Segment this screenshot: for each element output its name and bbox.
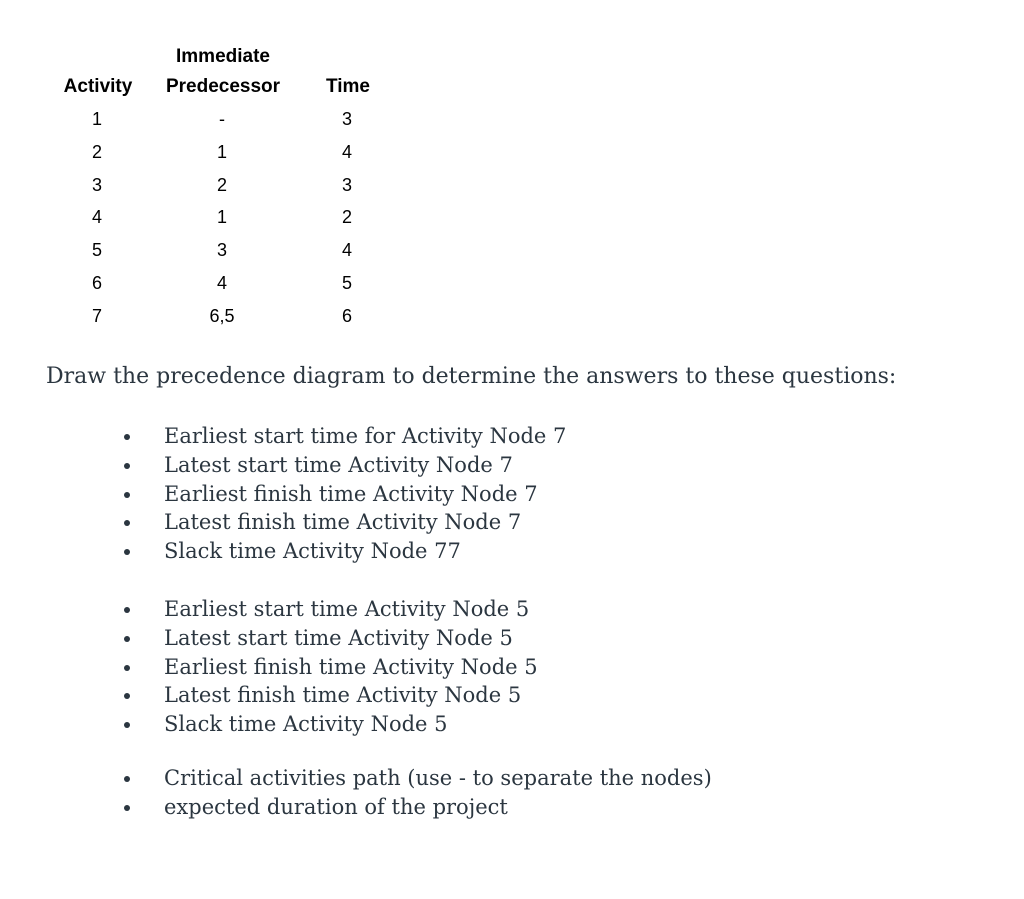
bullet-icon <box>124 463 130 469</box>
bullet-icon <box>124 607 130 613</box>
bullet-icon <box>124 492 130 498</box>
cell-activity: 6 <box>91 273 102 293</box>
bullet-icon <box>124 665 130 671</box>
cell-predecessor: 4 <box>216 273 227 293</box>
cell-time: 4 <box>341 141 352 162</box>
cell-predecessor: 2 <box>216 174 227 195</box>
cell-activity: 2 <box>91 141 102 162</box>
question-text: Earliest finish time Activity Node 5 <box>164 654 538 679</box>
intro-text: Draw the precedence diagram to determine the answers to these questions: <box>46 364 897 389</box>
cell-time: 6 <box>341 305 352 326</box>
question-text: expected duration of the project <box>164 794 508 819</box>
question-text: Slack time Activity Node 77 <box>164 539 461 564</box>
activity-table <box>0 0 420 340</box>
bullet-icon <box>124 805 130 811</box>
bullet-icon <box>124 636 130 642</box>
question-text: Slack time Activity Node 5 <box>164 712 448 737</box>
cell-time: 3 <box>341 174 352 195</box>
question-text: Latest start time Activity Node 5 <box>164 625 513 650</box>
question-text: Earliest start time for Activity Node 7 <box>164 424 567 448</box>
cell-activity: 7 <box>91 305 102 326</box>
cell-predecessor: 3 <box>216 240 227 261</box>
bullet-icon <box>124 693 130 699</box>
header-predecessor-line2: Predecessor <box>165 76 281 97</box>
cell-predecessor: 1 <box>216 141 227 162</box>
cell-activity: 1 <box>91 109 102 129</box>
question-text: Earliest finish time Activity Node 7 <box>164 481 538 506</box>
cell-time: 2 <box>341 207 352 228</box>
cell-time: 3 <box>341 109 352 129</box>
bullet-icon <box>124 722 130 728</box>
cell-activity: 4 <box>91 207 102 228</box>
header-predecessor-line1: Immediate <box>176 46 270 67</box>
question-text: Latest finish time Activity Node 7 <box>164 510 522 535</box>
header-activity: Activity <box>63 76 133 97</box>
cell-predecessor: - <box>219 109 225 129</box>
bullet-icon <box>124 434 130 440</box>
cell-time: 4 <box>341 240 352 261</box>
bullet-icon <box>124 776 130 782</box>
bullet-icon <box>124 549 130 555</box>
cell-activity: 5 <box>91 240 102 261</box>
question-text: Latest start time Activity Node 7 <box>164 452 513 477</box>
question-text: Critical activities path (use - to separate the nodes) <box>164 766 712 790</box>
cell-time: 5 <box>341 273 352 293</box>
bullet-icon <box>124 520 130 526</box>
question-text: Earliest start time Activity Node 5 <box>164 597 530 621</box>
cell-activity: 3 <box>91 174 102 195</box>
header-time: Time <box>325 76 370 97</box>
cell-predecessor: 6,5 <box>209 305 235 326</box>
cell-predecessor: 1 <box>216 207 227 228</box>
question-text: Latest finish time Activity Node 5 <box>164 683 522 708</box>
